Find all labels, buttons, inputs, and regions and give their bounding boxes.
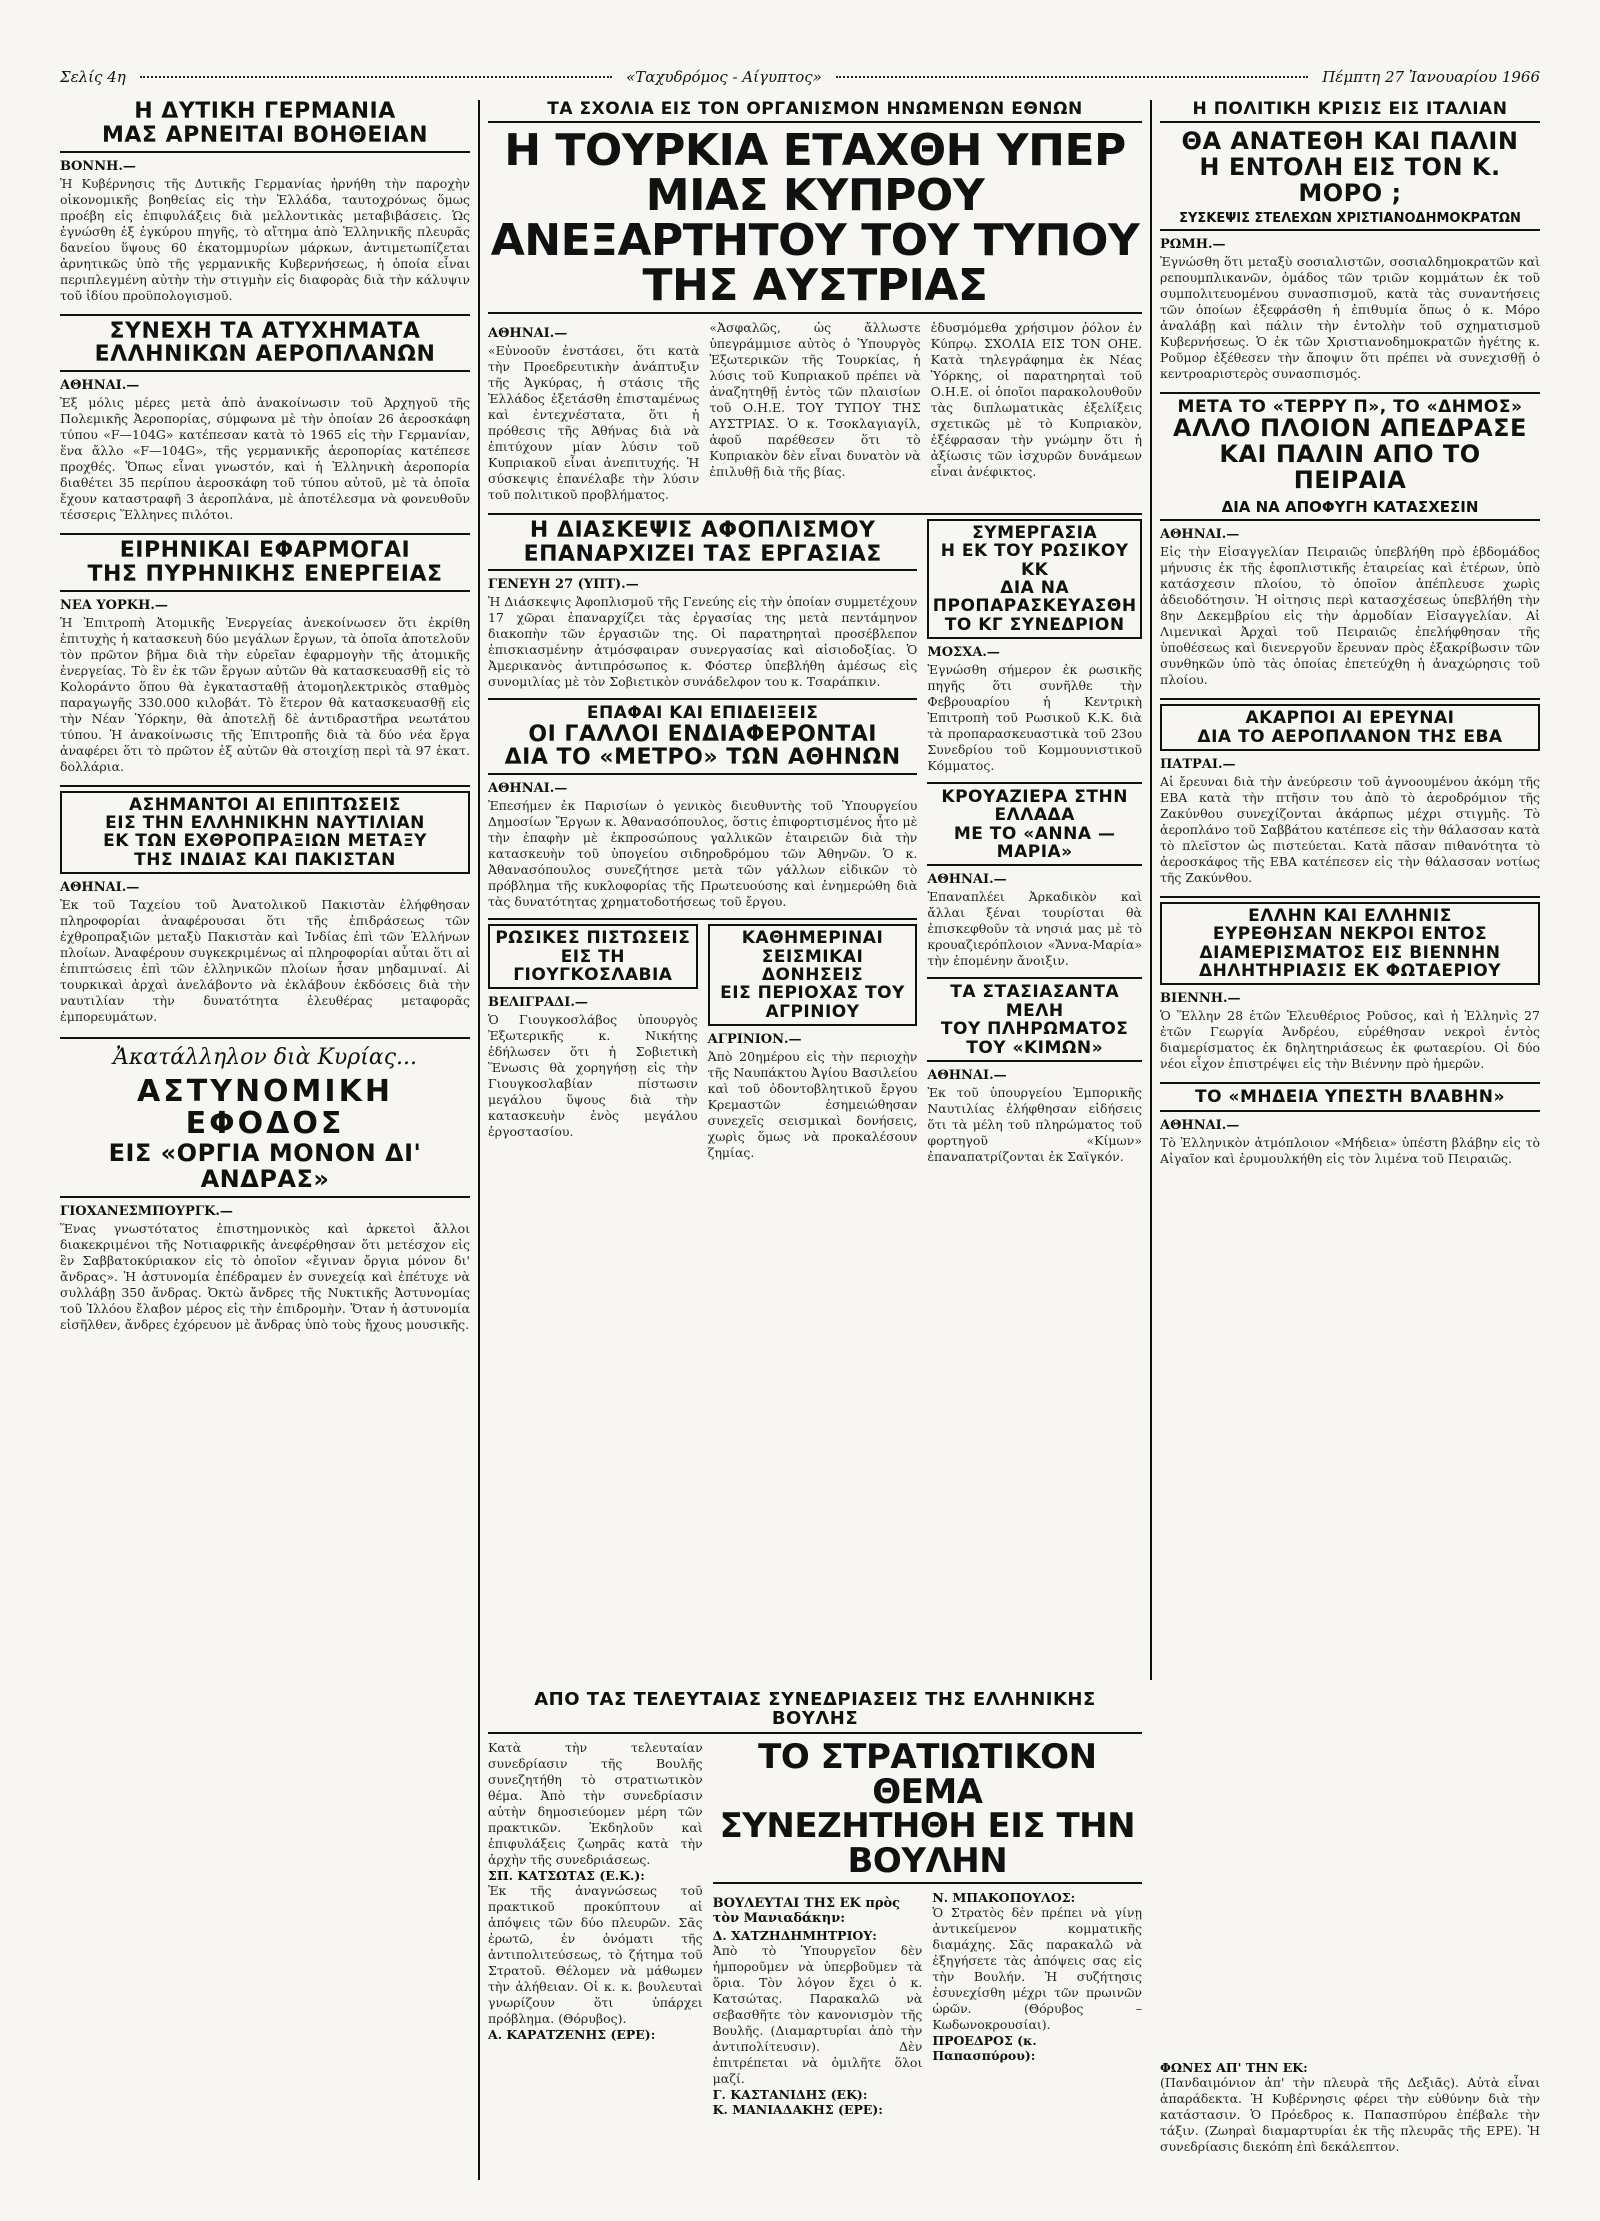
headline: ΜΑΣ ΑΡΝΕΙΤΑΙ ΒΟΗΘΕΙΑΝ	[60, 124, 470, 153]
article-kimon	[927, 977, 1142, 1164]
article-body: «Εὐνοοῦν ἐνστάσει, ὅτι κατὰ τὴν Προεδρευτικὴν ἀνάπτυξιν τῆς Ἀγκύρας, ἡ στάσις τῆς Ἑλλάδος ἐξετάσθη ἐπισταμένως καὶ ἐντεχνέστατα, ὅτι ἡ πρόθεσις τῆς Ἀθήνας διὰ νὰ ἐπιτύχουν μίαν λύσιν τοῦ Κυπριακοῦ εἶναι ἀνεπιτυχής. Ἡ σύσκεψις ἐπανέλαβε τὴν λύσιν τοῦ πολιτικοῦ προβλήματος.	[488, 342, 700, 502]
headline: ΑΣΗΜΑΝΤΟΙ ΑΙ ΕΠΙΠΤΩΣΕΙΣ	[128, 794, 402, 815]
headline: ΕΙΣ ΤΗ ΓΙΟΥΓΚΟΣΛΑΒΙΑ	[513, 946, 673, 985]
headline: ΔΙΑΜΕΡΙΣΜΑΤΟΣ ΕΙΣ ΒΙΕΝΝΗΝ	[1199, 942, 1501, 963]
article-body: Ἐγνώσθη ὅτι μεταξὺ σοσιαλιστῶν, σοσιαλδημοκρατῶν καὶ ρεπουμπλικανῶν, ὁμάδος τῶν τριῶν κομμάτων ἐκ τοῦ συμπολιτευομένου συνασπισμοῦ, κατὰ τὰς συναντήσεις τῶν ὁποίων ἐξεφράσθη ἡ ἐπιθυμία ὅπως ὁ κ. Μόρο ἀναλάβῃ καὶ πάλιν τὴν ἐντολὴν τοῦ σχηματισμοῦ Κυβερνήσεως. Ὁ ἐκ τῶν Χριστιανοδημοκρατῶν ἡγέτης κ. Ροῦμορ ἐξέθεσεν τὴν ἄποψιν ὅτι πρέπει νὰ συνεχισθῇ ὁ κεντροαριστερὸς συνασπισμός.	[1160, 254, 1540, 382]
headline: ΕΙΣ «ΟΡΓΙΑ ΜΟΝΟΝ ΔΙ' ΑΝΔΡΑΣ»	[60, 1141, 470, 1198]
headline-box	[60, 791, 470, 874]
article-body: Ἀπὸ τὸ Ὑπουργεῖον δὲν ἠμποροῦμεν νὰ ὑπερβοῦμεν τὰ ὅρια. Τὸν λόγον ἔχει ὁ κ. Κατσώτας. Παρακαλῶ νὰ σεβασθῆτε τὸν κανονισμὸν τῆς Βουλῆς. (Διαμαρτυρίαι ἀπὸ τὴν ἀντιπολίτευσιν). Δὲν ἐπιτρέπεται νὰ ὁμιλῆτε ὅλοι μαζί.	[712, 1942, 923, 2086]
article-cyprus	[488, 100, 1142, 503]
headline: ΕΙΡΗΝΙΚΑΙ ΕΦΑΡΜΟΓΑΙ	[119, 538, 411, 563]
kicker: ΕΠΑΦΑΙ ΚΑΙ ΕΠΙΔΕΙΞΕΙΣ	[586, 703, 819, 724]
center-lower	[488, 513, 1142, 1165]
dateline: ΑΘΗΝΑΙ.—	[488, 781, 568, 797]
headline: ΣΥΝΕΖΗΤΗΘΗ ΕΙΣ ΤΗΝ ΒΟΥΛΗΝ	[713, 1809, 1142, 1883]
article-vienna	[1160, 896, 1540, 1072]
headline: ΟΙ ΓΑΛΛΟΙ ΕΝΔΙΑΦΕΡΟΝΤΑΙ	[528, 721, 877, 747]
article-body: Αἱ ἔρευναι διὰ τὴν ἀνεύρεσιν τοῦ ἀγνοουμένου ἀκόμη τῆς ΕΒΑ κατὰ τὴν πτῆσιν του ἀπὸ τὸ ἀεροδρόμιον τῆς Ζακύνθου συνεχίζονται ἀκάρπως μέχρι στιγμῆς. Τὸ ἀεροπλάνο τοῦ Σαββάτου κατέπεσε εἰς τὴν θάλασσαν κατὰ τὸ πλεῖστον ὡς πιστεύεται. Κατὰ πᾶσαν πιθανότητα τὸ ἀεροσκάφος τῆς ΕΒΑ κατέπεσεν εἰς τὴν θάλασσαν νοτίως τῆς Ζακύνθου.	[1160, 773, 1540, 885]
center-lower-right	[927, 519, 1142, 1165]
headline: ΤΟΥ ΠΛΗΡΩΜΑΤΟΣ ΤΟΥ «ΚΙΜΩΝ»	[927, 1020, 1142, 1062]
dateline: ΑΘΗΝΑΙ.—	[927, 872, 1007, 888]
dateline: ΒΟΝΝΗ.—	[60, 158, 136, 174]
article-body: Ἡ Κυβέρνησις τῆς Δυτικῆς Γερμανίας ἠρνήθη τὴν παροχὴν οἰκονομικῆς βοηθείας εἰς τὴν Ἑλλάδα, ταυτοχρόνως ὅμως προέβη εἰς ἐπιφυλάξεις διὰ μελλοντικὰς μεταβιβάσεις. Ὡς ἐγνώσθη ἐξ ἐγκύρου πηγῆς, τὸ αἴτημα ἀπὸ Ἑλληνικῆς πλευρᾶς δανείου ὕψους 60 ἑκατομμυρίων μάρκων, ἀντιμετωπίζεται ἀρνητικῶς ὑπὸ τῆς γερμανικῆς Κυβερνήσεως, ἡ ὁποία εἶναι περιπλεγμένη αὐτὴν τὴν στιγμὴν εἰς διαφορὰς διὰ τὴν κάλυψιν τοῦ ἰδίου προϋπολογισμοῦ.	[60, 175, 470, 303]
speaker: Δ. ΧΑΤΖΗΔΗΜΗΤΡΙΟΥ:	[712, 1927, 877, 1943]
article-nuclear	[60, 533, 470, 775]
speaker: Α. ΚΑΡΑΤΖΕΝΗΣ (ΕΡΕ):	[488, 2026, 656, 2042]
dateline: ΑΘΗΝΑΙ.—	[60, 879, 140, 895]
masthead-dots-left	[140, 76, 612, 78]
speaker: Κ. ΜΑΝΙΑΔΑΚΗΣ (ΕΡΕ):	[712, 2101, 883, 2117]
article-body: (Πανδαιμόνιον ἀπ' τὴν πλευρὰ τῆς Δεξιᾶς). Αὐτὰ εἶναι ἀπαράδεκτα. Ἡ Κυβέρνησις φέρει τὴν εὐθύνην διὰ τὴν κατάστασιν. Ὁ Πρόεδρος κ. Παπασπύρου ἐπέβαλε τὴν τάξιν. (Ζωηραὶ διαμαρτυρίαι ἐκ τῆς πλευρᾶς τῆς ΕΡΕ). Ἡ συνεδρίασις διεκόπη ἐπὶ δεκάλεπτον.	[1160, 2075, 1540, 2154]
column-left	[60, 100, 470, 2180]
headline: ΕΙΣ ΤΗΝ ΕΛΛΗΝΙΚΗΝ ΝΑΥΤΙΛΙΑΝ	[105, 812, 425, 833]
dateline: ΑΘΗΝΑΙ.—	[1160, 1117, 1240, 1133]
headline-box	[927, 519, 1142, 639]
center-small-articles	[488, 918, 917, 1161]
article-ship-escape	[1160, 392, 1540, 688]
article-eba-search	[1160, 698, 1540, 886]
paper-name: «Ταχυδρόμος - Αίγυπτος»	[626, 68, 822, 86]
headline: ΤΟ ΣΤΡΑΤΙΩΤΙΚΟΝ ΘΕΜΑ	[758, 1736, 1097, 1812]
subheadline: ΣΥΣΚΕΨΙΣ ΣΤΕΛΕΧΩΝ ΧΡΙΣΤΙΑΝΟΔΗΜΟΚΡΑΤΩΝ	[1160, 211, 1540, 231]
kicker: ΜΕΤΑ ΤΟ «ΤΕΡΡΥ Π», ΤΟ «ΔΗΜΟΣ»	[1177, 397, 1523, 418]
speaker: Γ. ΚΑΣΤΑΝΙΔΗΣ (ΕΚ):	[712, 2086, 868, 2102]
speaker: Ν. ΜΠΑΚΟΠΟΥΛΟΣ:	[932, 1889, 1076, 1905]
headline: ΑΣΤΥΝΟΜΙΚΗ ΕΦΟΔΟΣ	[137, 1073, 393, 1142]
headline: ΣΥΜΕΡΓΑΣΙΑ	[972, 522, 1098, 543]
dateline: ΑΘΗΝΑΙ.—	[1160, 527, 1240, 543]
article-body: Ἐκ τοῦ Ταχείου τοῦ Ἀνατολικοῦ Πακιστὰν ἐλήφθησαν πληροφορίαι ἀναφέρουσαι ὅτι τῆς ἐπιδράσεως τῶν ἐχθροπραξιῶν μεταξὺ Πακιστὰν καὶ Ἰνδίας ἐπὶ τῶν Ἑλλήνων πλοίων. Ἀναφέρουν συγκεκριμένως αἱ πληροφορίαι αὗται ὅτι αἱ ἐπιπτώσεις ἐπὶ τῶν ἑλληνικῶν πλοίων ἦσαν μηδαμιναί. Αἱ τουρκικαὶ ἀρχαὶ ἀνελάβοντο νὰ ἐκλάβουν ἐκδόσεις διὰ τὴν ναυτιλίαν τὴν δυνατότητα ἐλευθέρας μεταφορᾶς ἐμπορευμάτων.	[60, 896, 470, 1024]
headline-box	[1160, 704, 1540, 751]
article-body: Ἕνας γνωστότατος ἐπιστημονικὸς καὶ ἀρκετοὶ ἄλλοι διακεκριμένοι τῆς Νοτιαφρικῆς ἀνεφέρθησαν ὅτι μετέσχον εἰς ἓν Σαββατοκύριακον εἰς τὸ ὁποῖον «ἔγιναν ὄργια μόνον δι' ἄνδρας». Ἡ ἀστυνομία ἐπέδραμεν ἐν συνεχείᾳ καὶ ἐπέτυχε νὰ συλλάβῃ 350 ἄνδρας. Ὀκτὼ ἄνδρες τῆς Νυκτικῆς Ἀστυνομίας τοῦ Ἱλλόου ἔλαβον μέρος εἰς τὴν ἐπιδρομὴν. Ὅταν ἡ ἀστυνομία εἰσῆλθεν, ἄνδρες ἐχόρευον μὲ ἄνδρας ὑπὸ τοὺς ἤχους μουσικῆς.	[60, 1220, 470, 1332]
dateline: ΠΑΤΡΑΙ.—	[1160, 756, 1236, 772]
article-body: Ἐκ τῆς ἀναγνώσεως τοῦ πρακτικοῦ προκύπτουν αἱ ἀπόψεις τῶν δύο πλευρῶν. Σᾶς ἐρωτῶ, ἐν ὀνόματι τῆς ἀντιπολιτεύσεως, τὸ ζήτημα τοῦ Στρατοῦ. Θέλομεν νὰ μάθωμεν τὴν ἀλήθειαν. Οἱ κ. κ. βουλευταὶ γνωρίζουν ὅτι ὑπάρχει πρόβλημα. (Θόρυβος).	[488, 1882, 703, 2026]
article-body: Ἐπαναπλέει Ἀρκαδικὸν καὶ ἄλλαι ξέναι τουρίσται θὰ ἐπισκεφθοῦν τὰ νησιά μας μὲ τὸ κρουαζιερόπλοιον «Ἄννα-Μαρία» τὴν ἐπομένην ἄνοιξιν.	[927, 889, 1142, 969]
column-rule	[478, 100, 480, 1680]
headline: ΤΗΣ ΠΥΡΗΝΙΚΗΣ ΕΝΕΡΓΕΙΑΣ	[60, 563, 470, 592]
headline: ΜΕ ΤΟ «ΑΝΝΑ — ΜΑΡΙΑ»	[927, 825, 1142, 867]
kicker: ΤΑ ΣΧΟΛΙΑ ΕΙΣ ΤΟΝ ΟΡΓΑΝΙΣΜΟΝ ΗΝΩΜΕΝΩΝ ΕΘΝΩΝ	[488, 100, 1142, 123]
article-germany	[60, 100, 470, 304]
center-lower-left	[488, 519, 917, 1165]
article-body: Ὁ Ἕλλην 28 ἐτῶν Ἑλευθέριος Ροῦσος, καὶ ἡ Ἑλληνὶς 27 ἐτῶν Γεωργία Ἀνδρέου, εὑρέθησαν νεκροὶ ἐντὸς διαμερίσματος ἐκ δηλητηριάσεως ἐκ φωταερίου. Οἱ δύο νέοι εἶχον ἐπιστρέψει εἰς τὴν Βιέννην πρὸ ἡμερῶν.	[1160, 1008, 1540, 1072]
headline: ΕΙΣ ΠΕΡΙΟΧΑΣ ΤΟΥ ΑΓΡΙΝΙΟΥ	[720, 983, 905, 1022]
article-body: ἐδυσμόμεθα χρήσιμον ῥόλον ἐν Κύπρῳ. ΣΧΟΛΙΑ ΕΙΣ ΤΟΝ ΟΗΕ. Κατὰ τηλεγράφημα ἐκ Νέας Ὑόρκης, οἱ παρατηρηταὶ τοῦ Ο.Η.Ε. οἱ ὁποῖοι παρακολουθοῦν τὰς διπλωματικὰς ἐξελίξεις σχετικῶς μὲ τὸ Κυπριακὸν, ἐξέφρασαν τὴν γνώμην ὅτι ἡ ἀξίωσις τῶν ἰσχυρῶν δυνάμεων εἶναι ἀνέφικτος.	[930, 319, 1142, 479]
article-body: Ἀπὸ 20ημέρου εἰς τὴν περιοχὴν τῆς Ναυπάκτου Ἀγίου Βασιλείου καὶ τοῦ ὀδοντοβλητικοῦ ἔργου Κρεμαστῶν ἐσημειώθησαν συνεχεῖς σεισμικαὶ δονήσεις, χωρὶς ὅμως νὰ προκαλέσουν ζημίας.	[707, 1049, 918, 1161]
article-body: Ἡ Διάσκεψις Ἀφοπλισμοῦ τῆς Γενεύης εἰς τὴν ὁποίαν συμμετέχουν 17 χῶραι ἐπαναρχίζει τὰς ἐργασίας της μετὰ πεντάμηνον διακοπὴν τῶν ἐργασιῶν της. Οἱ παρατηρηταὶ προσέβλεπον ἐπισκιασμένην ἀτμόσφαιραν συνεργασίας καὶ αἰσιοδοξίας. Ὁ Ἀμερικανὸς ἀντιπρόσωπος κ. Φόστερ ὑπεβλήθη ἀμέσως εἰς συνομιλίας μὲ τὸν Σοβιετικὸν συνάδελφον του κ. Τσαράπκιν.	[488, 594, 918, 690]
dateline: ΑΓΡΙΝΙΟΝ.—	[707, 1032, 802, 1048]
kicker: Η ΠΟΛΙΤΙΚΗ ΚΡΙΣΙΣ ΕΙΣ ΙΤΑΛΙΑΝ	[1160, 100, 1540, 123]
column-center	[488, 100, 1142, 1680]
article-lead: Κατὰ τὴν τελευταίαν συνεδρίασιν τῆς Βουλῆς συνεζητήθη τὸ στρατιωτικὸν θέμα. Ἀπὸ τὴν συνεδρίασιν αὐτὴν δημοσιεύομεν μέρη τῶν πρακτικῶν. Ἐκδηλοῦν καὶ ἐπιφυλάξεις ζωηρᾶς κατὰ τὴν ἀρχὴν τῆς συνεδριάσεως.	[488, 1739, 703, 1867]
masthead	[60, 60, 1540, 94]
headline: ΤΑ ΣΤΑΣΙΑΣΑΝΤΑ ΜΕΛΗ	[950, 982, 1120, 1021]
headline: ΑΝΕΞΑΡΤΗΤΟΥ ΤΟΥ ΤΥΠΟΥ ΤΗΣ ΑΥΣΤΡΙΑΣ	[488, 219, 1142, 314]
headline: ΚΡΟΥΑΖΙΕΡΑ ΣΤΗΝ ΕΛΛΑΔΑ	[941, 787, 1128, 826]
dateline: ΑΘΗΝΑΙ.—	[60, 378, 140, 393]
masthead-dots-right	[836, 76, 1308, 78]
article-body: Ἐξ μόλις μέρες μετὰ ἀπὸ ἀνακοίνωσιν τοῦ Ἀρχηγοῦ τῆς Πολεμικῆς Ἀεροπορίας, σύμφωνα μὲ τὴν ὁποίαν 26 ἀεροσκάφη τύπου «F—104G» κατέπεσαν κατὰ τὸ 1965 εἰς τὴν Γερμανίαν, ἕνα ἄλλο «F—104G», τῆς γερμανικῆς ἀεροπορίας κατέπεσε προχθές. Ὅπως εἶναι γνωστόν, καὶ ἡ Ἑλληνικὴ ἀεροπορία διαθέτει 35 περίπου ἀεροσκάφη τοῦ τύπου αὐτοῦ, μὲ τὰ ὁποῖα ἔχουν καταστραφῆ 3 ἀεροπλάνα, μὲ ἀποτέλεσμα νὰ φονευθοῦν τέσσερις Ἕλληνες πιλότοι.	[60, 395, 470, 522]
headline: ΔΙΑ ΝΑ ΠΡΟΠΑΡΑΣΚΕΥΑΣΘΗ	[932, 577, 1137, 617]
headline-box	[708, 924, 918, 1026]
article-soviet-congress	[927, 519, 1142, 774]
headline: ΤΟ ΚΓ ΣΥΝΕΔΡΙΟΝ	[944, 614, 1125, 635]
headline: Η ΔΙΑΣΚΕΨΙΣ ΑΦΟΠΛΙΣΜΟΥ	[529, 517, 876, 543]
dateline: ΒΟΥΛΕΥΤΑΙ ΤΗΣ ΕΚ πρὸς τὸν Μανιαδάκην:	[712, 1895, 901, 1926]
dateline: ΑΘΗΝΑΙ.—	[488, 325, 568, 341]
parliament-right-strip	[1160, 2060, 1540, 2180]
issue-date: Πέμπτη 27 Ἰανουαρίου 1966	[1322, 68, 1540, 86]
speaker: ΣΠ. ΚΑΤΣΩΤΑΣ (Ε.Κ.):	[488, 1867, 645, 1883]
kicker: Ἀκατάλληλον διὰ Κυρίας...	[112, 1044, 418, 1070]
article-aircraft	[60, 314, 470, 524]
headline: ΡΩΣΙΚΕΣ ΠΙΣΤΩΣΕΙΣ	[495, 928, 691, 949]
headline: ΣΥΝΕΧΗ ΤΑ ΑΤΥΧΗΜΑΤΑ	[109, 318, 421, 344]
headline-box	[488, 924, 698, 989]
headline: ΘΑ ΑΝΑΤΕΘΗ ΚΑΙ ΠΑΛΙΝ	[1181, 127, 1519, 156]
headline: Η ΔΥΤΙΚΗ ΓΕΡΜΑΝΙΑ	[134, 100, 396, 124]
headline: ΑΛΛΟ ΠΛΟΙΟΝ ΑΠΕΔΡΑΣΕ	[1173, 414, 1527, 443]
article-body: Ἐπεσήμεν ἐκ Παρισίων ὁ γενικὸς διευθυντὴς τοῦ Ὑπουργείου Δημοσίων Ἔργων κ. Ἀθανασόπουλος, ὅστις ἐπιφορτισμένος ἦτο μὲ τὴν ἐπαφὴν μὲ ἐκπροσώπους γαλλικῶν ἑταιρειῶν διὰ τὴν κατασκευὴν τοῦ ὑπογείου σιδηροδρόμου τῶν Ἀθηνῶν. Ὁ κ. Ἀθανασόπουλος συνεζήτησε μετὰ τῶν γάλλων εἰδικῶν τὸ πρόβλημα τῆς κυκλοφορίας τῆς Πρωτευούσης καὶ ἐνημερώθη διὰ τὰς δυνατότητας χρηματοδοτήσεως τοῦ ἔργου.	[488, 798, 918, 910]
dateline: ΒΕΛΙΓΡΑΔΙ.—	[488, 995, 588, 1011]
headline-box	[1160, 902, 1540, 985]
dateline: ΜΟΣΧΑ.—	[927, 645, 1000, 661]
column-rule	[478, 1680, 480, 2180]
headline: ΑΚΑΡΠΟΙ ΑΙ ΕΡΕΥΝΑΙ	[1245, 708, 1455, 729]
headline: ΔΗΛΗΤΗΡΙΑΣΙΣ ΕΚ ΦΩΤΑΕΡΙΟΥ	[1198, 960, 1502, 981]
article-earthquake	[708, 924, 918, 1161]
article-raid	[60, 1037, 470, 1333]
article-body: Ἡ Ἐπιτροπὴ Ἀτομικῆς Ἐνεργείας ἀνεκοίνωσεν ὅτι ἐκρίθη ἐπιτυχὴς ἡ κατασκευὴ δύο μεγάλων ἔργων, τὰ ὁποῖα ἀποτελοῦν τὸν πρῶτον βῆμα διὰ τὴν εὐρεῖαν ἐφαρμογὴν τῆς ἀτομικῆς ἐνεργείας. Τὸ ἓν ἐκ τῶν ἔργων αὐτῶν θὰ κατασκευασθῇ εἰς τὸ Κολοράντο ὅπου θὰ ἐγκατασταθῇ ἀτομοηλεκτρικὸς σταθμὸς παραγωγῆς 330.000 κιλοβάτ. Τὸ ἕτερον θὰ κατασκευασθῇ εἰς τὴν Νέαν Ὑόρκην, θὰ ἀποτελῇ δὲ ἀντιδραστῆρα νεωτάτου τύπου. Ἡ ἀνακοίνωσις τῆς Ἐπιτροπῆς διὰ τὰ δύο νέα ἔργα ἀναφέρει ὅτι τὸ πρῶτον ἐξ αὐτῶν θὰ στοιχίσῃ περὶ τὰ 97 ἑκατ. δολλάρια.	[60, 614, 470, 774]
subheadline: ΔΙΑ ΝΑ ΑΠΟΦΥΓΗ ΚΑΤΑΣΧΕΣΙΝ	[1160, 498, 1540, 521]
headline: ΤΗΣ ΙΝΔΙΑΣ ΚΑΙ ΠΑΚΙΣΤΑΝ	[134, 849, 396, 870]
dateline: ΡΩΜΗ.—	[1160, 237, 1226, 253]
article-medeia	[1160, 1082, 1540, 1166]
article-cruise	[927, 782, 1142, 969]
headline: ΕΥΡΕΘΗΣΑΝ ΝΕΚΡΟΙ ΕΝΤΟΣ	[1212, 924, 1488, 945]
dateline: ΑΘΗΝΑΙ.—	[927, 1067, 1007, 1083]
article-body: «Ἀσφαλῶς, ὡς ἄλλωστε ὑπεγράμμισε αὐτὸς ὁ Ὑπουργὸς Ἐξωτερικῶν τῆς Τουρκίας, ἡ λύσις τοῦ Κυπριακοῦ πρέπει νὰ ἀναζητηθῇ ἐντὸς τῶν πλαισίων τοῦ Ο.Η.Ε. ΤΟΥ ΤΥΠΟΥ ΤΗΣ ΑΥΣΤΡΙΑΣ. Ὁ κ. Τσοκλαγιαγίλ, ἀφοῦ παρέθεσεν ὅτι τὸ Κυπριακὸν δὲν εἶναι δυνατὸν νὰ ἐπιλυθῇ διὰ τῆς βίας.	[709, 319, 921, 479]
headline: Η ΕΝΤΟΛΗ ΕΙΣ ΤΟΝ Κ. ΜΟΡΟ ;	[1199, 153, 1501, 208]
speaker: ΦΩΝΕΣ ΑΠ' ΤΗΝ ΕΚ:	[1160, 2060, 1308, 2075]
article-body: Ὁ Γιουγκοσλάβος ὑπουργὸς Ἐξωτερικῆς κ. Νικήτης ἐδήλωσεν ὅτι ἡ Σοβιετικὴ Ἕνωσις θὰ χορηγήσῃ εἰς τὴν Γιουγκοσλαβίαν πίστωσιν μεγάλου ὕψους διὰ τὴν κατασκευὴν ἑνὸς μεγάλου ἐργοστασίου.	[488, 1012, 698, 1140]
kicker: ΚΑΘΗΜΕΡΙΝΑΙ	[741, 928, 884, 949]
headline: ΕΚ ΤΩΝ ΕΧΘΡΟΠΡΑΞΙΩΝ ΜΕΤΑΞΥ	[103, 831, 427, 852]
column-right	[1160, 100, 1540, 2180]
dateline: ΒΙΕΝΝΗ.—	[1160, 991, 1241, 1007]
headline: ΔΙΑ ΤΟ ΑΕΡΟΠΛΑΝΟΝ ΤΗΣ ΕΒΑ	[1197, 726, 1503, 747]
headline: Η ΤΟΥΡΚΙΑ ΕΤΑΧΘΗ ΥΠΕΡ ΜΙΑΣ ΚΥΠΡΟΥ	[504, 125, 1126, 222]
article-body: Τὸ Ἑλληνικὸν ἀτμόπλοιον «Μήδεια» ὑπέστη βλάβην εἰς τὸ Αἰγαῖον καὶ ἐρυμουλκήθη εἰς τὸν λιμένα τοῦ Πειραιῶς.	[1160, 1134, 1540, 1166]
speaker: ΠΡΟΕΔΡΟΣ (κ. Παπασπύρου):	[932, 2032, 1037, 2063]
article-body: Ἐκ τοῦ ὑπουργείου Ἐμπορικῆς Ναυτιλίας ἐλήφθησαν εἰδήσεις ὅτι τὰ μέλη τοῦ πληρώματος τοῦ φορτηγοῦ «Κίμων» ἐπαναπατρίζονται ἐκ Σαϊγκόν.	[927, 1084, 1142, 1164]
page-number: Σελίς 4η	[60, 68, 126, 86]
headline: ΤΟ «ΜΗΔΕΙΑ ΥΠΕΣΤΗ ΒΛΑΒΗΝ»	[1160, 1088, 1540, 1111]
headline: ΔΙΑ ΤΟ «ΜΕΤΡΟ» ΤΩΝ ΑΘΗΝΩΝ	[488, 746, 917, 775]
article-parliament	[488, 1690, 1142, 2180]
headline: ΣΕΙΣΜΙΚΑΙ ΔΟΝΗΣΕΙΣ	[761, 946, 864, 985]
kicker: ΑΠΟ ΤΑΣ ΤΕΛΕΥΤΑΙΑΣ ΣΥΝΕΔΡΙΑΣΕΙΣ ΤΗΣ ΕΛΛΗΝΙΚΗΣ ΒΟΥΛΗΣ	[488, 1690, 1142, 1734]
article-body: Ἐγνώσθη σήμερον ἐκ ρωσικῆς πηγῆς ὅτι συνῆλθε τὴν Φεβρουαρίου ἡ Κεντρικὴ Ἐπιτροπὴ τοῦ Ρωσικοῦ Κ.Κ. διὰ τὰ προπαρασκευαστικὰ τοῦ 23ου Συνεδρίου τοῦ Κομμουνιστικοῦ Κόμματος.	[927, 662, 1142, 774]
dateline: ΓΕΝΕΥΗ 27 (ΥΠΤ).—	[488, 577, 639, 593]
dateline: ΝΕΑ ΥΟΡΚΗ.—	[60, 597, 168, 613]
headline: ΕΠΑΝΑΡΧΙΖΕΙ ΤΑΣ ΕΡΓΑΣΙΑΣ	[488, 543, 917, 572]
article-disarmament	[488, 519, 917, 691]
headline: ΚΑΙ ΠΑΛΙΝ ΑΠΟ ΤΟ ΠΕΙΡΑΙΑ	[1219, 440, 1481, 495]
column-rule	[1150, 100, 1152, 1680]
dateline: ΓΙΟΧΑΝΕΣΜΠΟΥΡΓΚ.—	[60, 1203, 233, 1219]
article-metro	[488, 698, 917, 910]
article-italy	[1160, 100, 1540, 382]
headline: Η ΕΚ ΤΟΥ ΡΩΣΙΚΟΥ ΚΚ	[940, 541, 1129, 580]
article-body: Εἰς τὴν Εἰσαγγελίαν Πειραιῶς ὑπεβλήθη πρὸ ἑβδομάδος μήνυσις ἐκ τῆς ἐφοπλιστικῆς ἑταιρείας καὶ ἑτέρων, ὑπὸ κατάσχεσιν πλοίου, τὸ ὁποῖον ἀπέπλευσε χωρὶς ἀδειοδότησιν. Ἡ οἰτησις περὶ κατασχέσεως ὑπεβλήθη τὴν 8ην Δεκεμβρίου εἰς τὴν ἀρμοδίαν Εἰσαγγελίαν. Αἱ Λιμενικαὶ Ἀρχαὶ τοῦ Πειραιῶς ἐπελήφθησαν τῆς ὑποθέσεως καὶ διενεργοῦν ἔρευναν πρὸς ἐξακρίβωσιν τῶν συνθηκῶν ὑπὸ τὰς ὁποίας ἐπετεύχθη ἡ ἀναχώρησις τοῦ πλοίου.	[1160, 544, 1540, 688]
article-yugoslavia	[488, 924, 698, 1161]
article-shipping	[60, 785, 470, 1025]
headline: ΕΛΛΗΝ ΚΑΙ ΕΛΛΗΝΙΣ	[1248, 905, 1452, 926]
headline: ΕΛΛΗΝΙΚΩΝ ΑΕΡΟΠΛΑΝΩΝ	[60, 343, 470, 372]
article-body: Ὁ Στρατὸς δὲν πρέπει νὰ γίνῃ ἀντικείμενον κομματικῆς διαμάχης. Σᾶς παρακαλῶ νὰ ἐξηγήσετε τὰς ἀπόψεις σας εἰς τὴν Βουλήν. Ἡ συζήτησις ἐσυνεχίσθη μέχρι τῶν πρωινῶν ὡρῶν. (Θόρυβος – Κωδωνοκρουσίαι).	[932, 1904, 1142, 2032]
